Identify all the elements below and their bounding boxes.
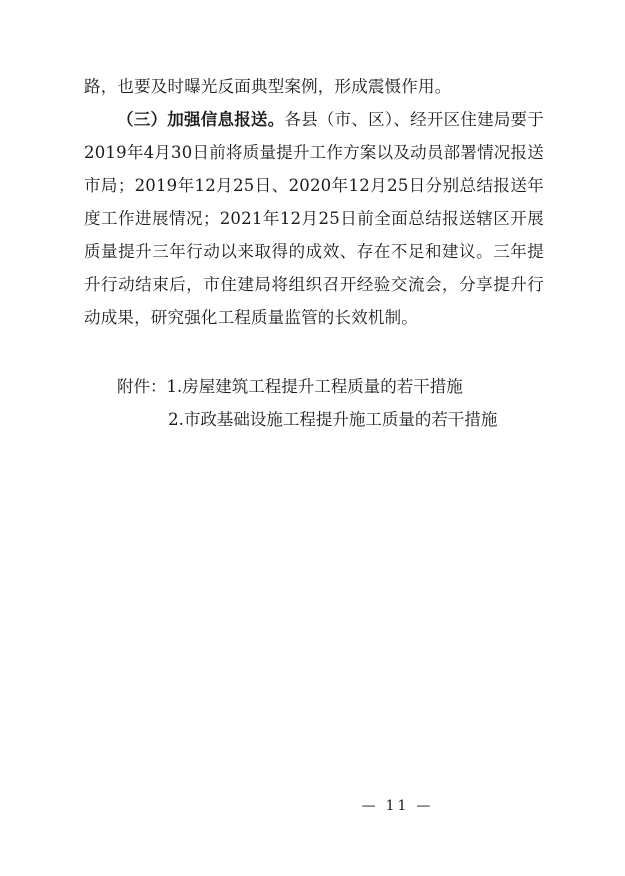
page-footer (0, 798, 625, 814)
paragraph-section-three (84, 103, 544, 334)
page-number: 11 (385, 798, 410, 814)
section-three-text: 各县（市、区）、经开区住建局要于2019年4月30日前将质量提升工作方案以及动员部署情况报送市局；2019年12月25日、2020年12月25日分别总结报送年度工作进展情况；2021年12月25日前全面总结报送辖区开展质量提升三年行动以来取得的成效、存在不足和建议。三年提升行动结束后，市住建局将组织召开经验交流会，分享提升行动成果，研究强化工程质量监管的长效机制。 (84, 110, 544, 327)
attachments-block (84, 370, 544, 436)
paragraph-continued: 路，也要及时曝光反面典型案例，形成震慑作用。 (84, 77, 452, 96)
attachments-label: 附件： (117, 377, 167, 396)
footer-dash-right: — (416, 798, 434, 814)
footer-dash-left: — (361, 798, 379, 814)
document-body (84, 70, 544, 436)
attachment-item-1: 1.房屋建筑工程提升工程质量的若干措施 (166, 377, 463, 396)
attachment-item-2: 2.市政基础设施工程提升施工质量的若干措施 (168, 410, 498, 429)
section-heading-three: （三）加强信息报送。 (117, 110, 285, 129)
attachment-line-1 (84, 370, 544, 403)
